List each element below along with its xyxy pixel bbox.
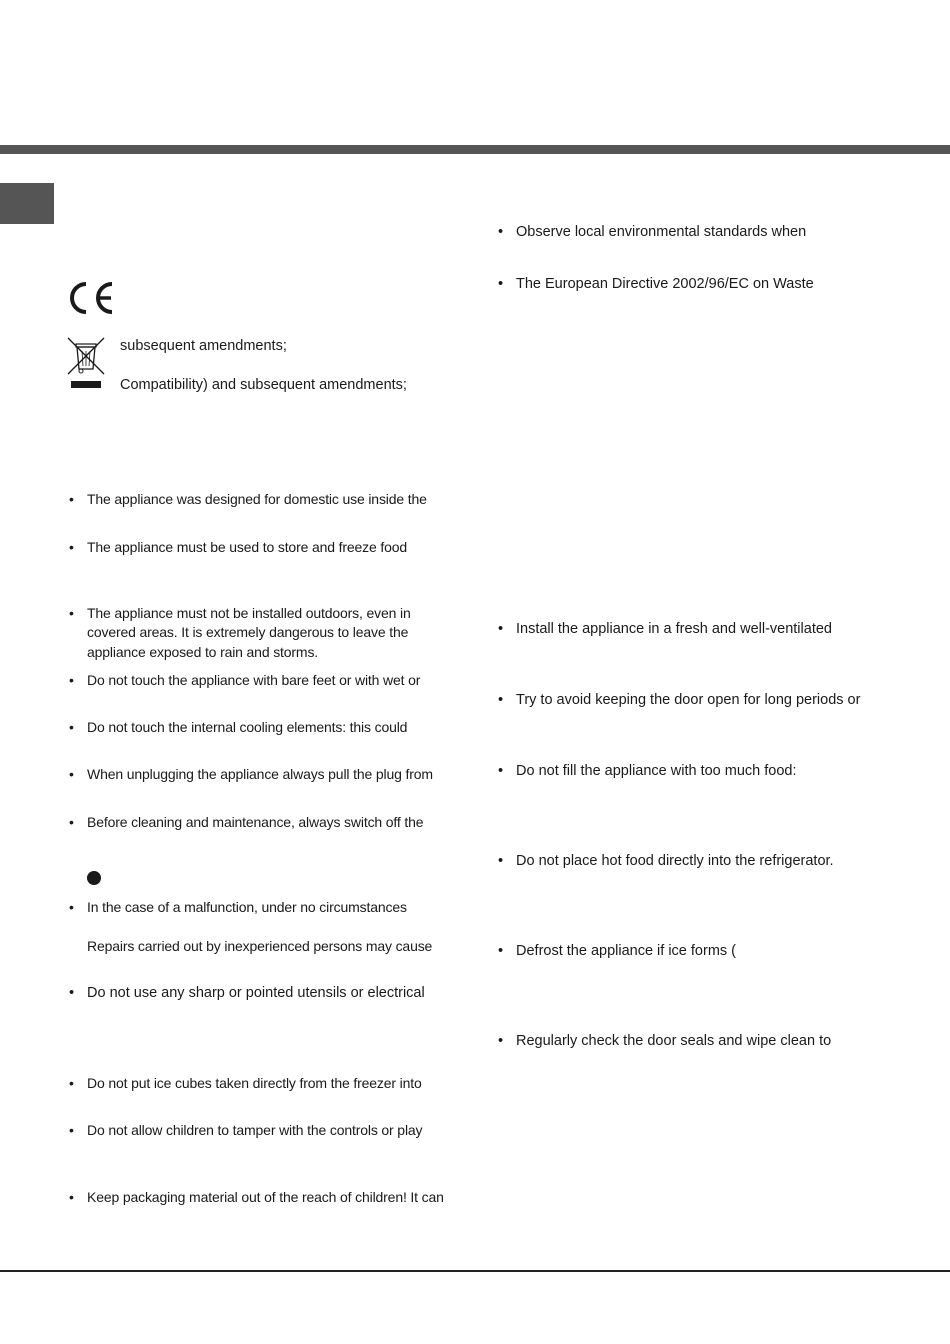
list-item-text: Do not allow children to tamper with the controls or play: [87, 1122, 423, 1138]
header-bar: [0, 145, 950, 154]
list-item: [69, 1187, 444, 1207]
bullet-icon: •: [498, 853, 504, 869]
list-item: [498, 222, 807, 242]
list-item: [69, 603, 411, 623]
list-item-text: Do not place hot food directly into the refrigerator.: [516, 853, 834, 869]
list-item-text: Do not fill the appliance with too much food:: [516, 763, 797, 779]
list-item-text: Do not put ice cubes taken directly from the freezer into: [87, 1075, 422, 1091]
bullet-icon: •: [69, 766, 74, 782]
bullet-icon: •: [69, 1189, 74, 1205]
list-item: [498, 761, 797, 781]
list-item-text: Install the appliance in a fresh and well-ventilated: [516, 621, 832, 637]
bullet-icon: •: [498, 621, 504, 637]
list-item-text: The appliance was designed for domestic use inside the: [87, 491, 427, 507]
list-item-text: The appliance must be used to store and freeze food: [87, 539, 408, 555]
conformity-line: subsequent amendments;: [120, 338, 287, 354]
list-item: [69, 897, 407, 917]
ce-mark-icon: [66, 280, 116, 316]
list-item-text: Defrost the appliance if ice forms (: [516, 943, 737, 959]
list-item-text: Observe local environmental standards when: [516, 224, 807, 240]
list-item: [69, 1073, 422, 1093]
bullet-icon: •: [69, 899, 74, 915]
list-item: [69, 489, 427, 509]
list-item-continuation: covered areas. It is extremely dangerous to leave the: [87, 624, 409, 640]
bullet-icon: •: [69, 605, 74, 621]
list-item-text: The appliance must not be installed outdoors, even in: [87, 605, 411, 621]
bullet-icon: •: [69, 719, 74, 735]
footer-rule: [0, 1270, 950, 1272]
list-item-text: Do not touch the internal cooling elements: this could: [87, 719, 408, 735]
list-item: [69, 983, 425, 1003]
bullet-icon: •: [69, 814, 74, 830]
list-item: [69, 670, 421, 690]
list-item-continuation: Repairs carried out by inexperienced persons may cause: [87, 938, 433, 954]
language-tab-block: [0, 183, 54, 224]
list-item-text: In the case of a malfunction, under no circumstances: [87, 899, 407, 915]
list-item: [498, 619, 832, 639]
bullet-icon: •: [69, 1075, 74, 1091]
list-item: [69, 537, 408, 557]
bullet-icon: •: [498, 1033, 504, 1049]
conformity-line: Compatibility) and subsequent amendments;: [120, 377, 407, 393]
list-item-text: Do not touch the appliance with bare feet or with wet or: [87, 672, 421, 688]
list-item-text: Do not use any sharp or pointed utensils or electrical: [87, 985, 425, 1001]
list-item: [498, 851, 834, 871]
bullet-icon: •: [69, 491, 74, 507]
list-item: [498, 1031, 832, 1051]
list-item-text: The European Directive 2002/96/EC on Waste: [516, 276, 814, 292]
list-item: [69, 717, 408, 737]
bullet-icon: •: [498, 692, 504, 708]
list-item: [69, 1120, 423, 1140]
list-item: [69, 812, 424, 832]
list-item-text: Regularly check the door seals and wipe clean to: [516, 1033, 832, 1049]
bullet-icon: •: [498, 943, 504, 959]
list-item: [498, 941, 737, 961]
list-item-text: When unplugging the appliance always pull the plug from: [87, 766, 433, 782]
bullet-icon: •: [69, 1122, 74, 1138]
list-item: [498, 274, 814, 294]
filled-circle-icon: [87, 871, 101, 885]
bullet-icon: •: [498, 276, 504, 292]
list-item-continuation: appliance exposed to rain and storms.: [87, 644, 319, 660]
bullet-icon: •: [69, 539, 74, 555]
bullet-icon: •: [69, 985, 75, 1001]
list-item-text: Keep packaging material out of the reach of children! It can: [87, 1189, 444, 1205]
bullet-icon: •: [498, 763, 504, 779]
list-item: [69, 764, 433, 784]
bullet-icon: •: [69, 672, 74, 688]
weee-underline-bar: [71, 381, 101, 388]
list-item: [498, 690, 861, 710]
bullet-icon: •: [498, 224, 504, 240]
list-item-text: Before cleaning and maintenance, always switch off the: [87, 814, 424, 830]
list-item-text: Try to avoid keeping the door open for long periods or: [516, 692, 861, 708]
